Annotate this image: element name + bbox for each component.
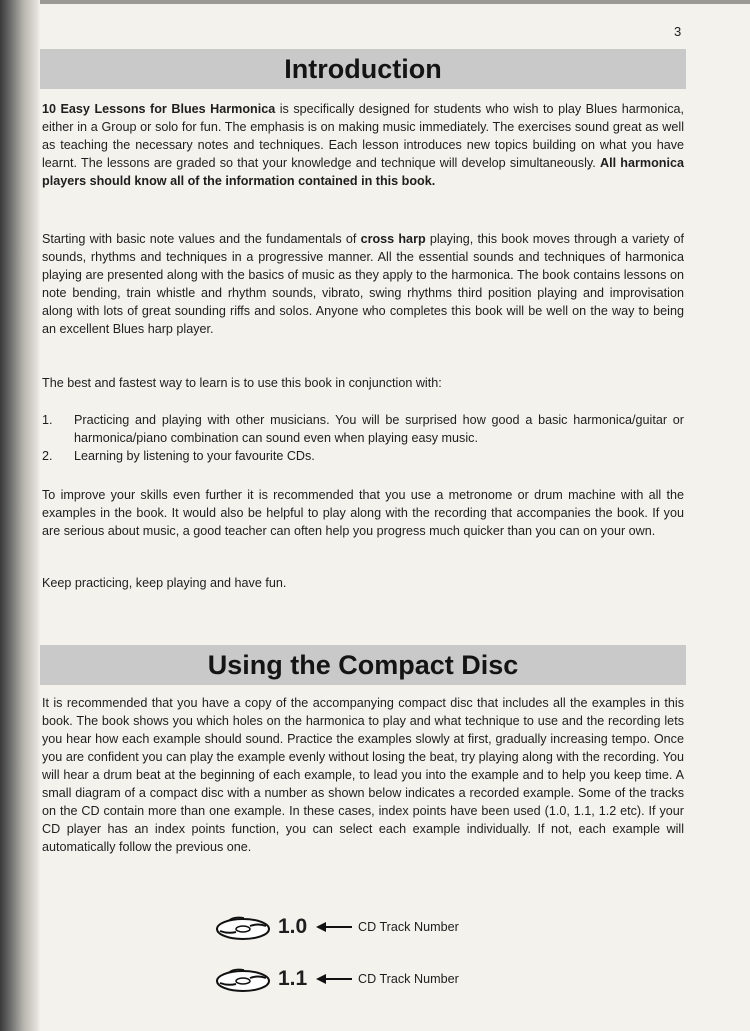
arrow-left-icon xyxy=(316,973,352,985)
compact-disc-paragraph: It is recommended that you have a copy of the accompanying compact disc that includes all the examples in this book. The book shows you which holes on the harmonica to play and what technique to use and the recording lets you hear how each example should sound. Practice the examples slowly at first, gradually increasing tempo. Once you are confident you can play the example evenly without losing the beat, try playing along with the recording. You will hear a drum beat at the beginning of each example, to lead you into the example and to help you keep time. A small diagram of a compact disc with a number as shown below indicates a recorded example. Some of the tracks on the CD contain more than one example. In these cases, index points have been used (1.0, 1.1, 1.2 etc). If your CD player has an index points function, you can select each example individually. If not, each example will automatically follow the previous one. xyxy=(42,696,684,854)
list-item xyxy=(42,411,684,447)
book-spine-shadow xyxy=(0,0,40,1031)
compact-disc-heading xyxy=(40,645,686,685)
list-item-number: 2. xyxy=(42,449,53,463)
introduction-paragraph-4: To improve your skills even further it is recommended that you use a metronome or drum machine with all the examples in the book. It would also be helpful to play along with the recording that accompanies the book. If you are serious about music, a good teacher can often help you progress much quicker than you can on your own. xyxy=(42,488,684,538)
cross-harp-term: cross harp xyxy=(360,232,426,246)
list-item-number: 1. xyxy=(42,413,53,427)
compact-disc-icon xyxy=(214,912,272,942)
track-number: 1.1 xyxy=(278,967,308,990)
intro-p1-emphasis: All harmonica players should know all of the information contained in this book. xyxy=(42,156,684,188)
track-label: CD Track Number xyxy=(358,920,459,934)
book-title: 10 Easy Lessons for Blues Harmonica xyxy=(42,102,276,116)
introduction-paragraph-3: The best and fastest way to learn is to use this book in conjunction with: xyxy=(42,376,442,390)
intro-p1-body: is specifically designed for students who wish to play Blues harmonica, either in a Group or solo for fun. The emphasis is on making music immediately. The exercises sound great as well as teaching the necessary notes and techniques. Each lesson introduces new topics building on what you have learnt. The lessons are graded so that your knowledge and technique will develop simultaneously. xyxy=(42,102,684,170)
list-item-text: Learning by listening to your favourite CDs. xyxy=(74,449,315,463)
page-number: 3 xyxy=(674,24,682,39)
cd-track-marker xyxy=(214,912,459,942)
list-item-text: Practicing and playing with other musicians. You will be surprised how good a basic harmonica/guitar or harmonica/piano combination can sound even when playing easy music. xyxy=(74,413,684,445)
track-label: CD Track Number xyxy=(358,972,459,986)
page-top-edge xyxy=(40,0,750,4)
compact-disc-heading-text: Using the Compact Disc xyxy=(207,650,519,680)
cd-track-marker xyxy=(214,964,459,994)
intro-p2-rest: playing, this book moves through a variety of sounds, rhythms and techniques in a progressive manner. All the essential sounds and techniques of harmonica playing are presented along with the basics of music as they apply to the harmonica. The book contains lessons on note bending, train whistle and rhythm sounds, vibrato, swing rhythms third position playing and improvisation along with lots of great sounding riffs and solos. Anyone who completes this book will be well on the way to being an excellent Blues harp player. xyxy=(42,232,684,336)
learning-tips-list xyxy=(42,411,684,465)
intro-p2-start: Starting with basic note values and the fundamentals of xyxy=(42,232,361,246)
introduction-paragraph-5: Keep practicing, keep playing and have fun. xyxy=(42,576,287,590)
introduction-heading-text: Introduction xyxy=(284,54,442,84)
introduction-paragraph-2 xyxy=(42,230,684,338)
introduction-paragraph-1 xyxy=(42,100,684,190)
track-number: 1.0 xyxy=(278,915,308,938)
list-item xyxy=(42,447,684,465)
introduction-heading xyxy=(40,49,686,89)
arrow-left-icon xyxy=(316,921,352,933)
compact-disc-icon xyxy=(214,964,272,994)
